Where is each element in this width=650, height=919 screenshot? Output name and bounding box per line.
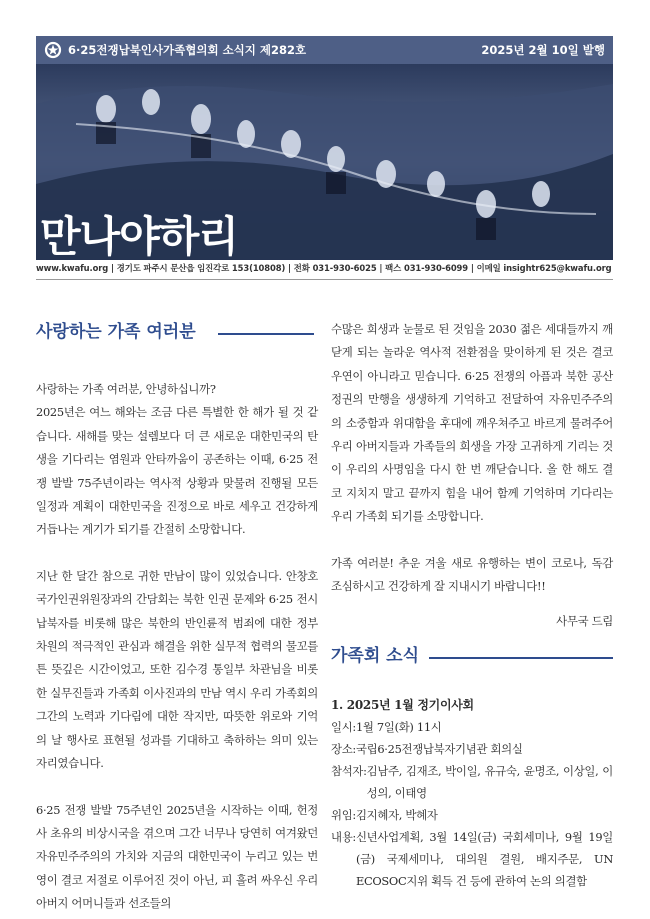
heading-underline <box>218 333 314 335</box>
news-row-label: 내용: <box>331 830 356 844</box>
news-row-proxy <box>331 804 613 826</box>
section-heading-greeting: 사랑하는 가족 여러분 <box>36 322 196 342</box>
news-row-content <box>331 826 613 892</box>
greeting-paragraph-4: 수많은 희생과 눈물로 된 것임을 2030 젊은 세대들까지 깨닫게 되는 놀라운 역사적 전환점을 맞이하게 된 것은 결코 우연이 아니라고 믿습니다. 6·25 전쟁의 아픔과 북한 공산정권의 만행을 생생하게 기억하고 전달하여 자유민주주의의 소중함과 위대함을 후대에 깨우쳐주고 바르게 물려주어 우리 아버지들과 가족들의 희생을 가장 고귀하게 기리는 것이 우리의 사명임을 다시 한 번 깨닫습니다. 올 한 해도 결코 지치지 말고 끝까지 힘을 내어 함께 기억하며 기다리는 우리 가족회 되기를 소망합니다. <box>331 322 613 524</box>
news-row-place <box>331 738 613 760</box>
news-row-attendees <box>331 760 613 804</box>
header-bar <box>36 36 613 64</box>
news-row-label: 참석자: <box>331 764 367 778</box>
news-row-value: 김남주, 김재조, 박이일, 유규숙, 윤명조, 이상일, 이성의, 이태영 <box>366 764 613 800</box>
news-row-value: 신년사업계획, 3월 14일(금) 국회세미나, 9월 19일(금) 국제세미나, 대의원 결원, 배지주문, UN ECOSOC지위 획득 건 등에 관하여 논의 의결함 <box>355 830 613 888</box>
newsletter-title: 6·25전쟁납북인사가족협의회 소식지 제282호 <box>68 43 307 57</box>
contact-line: www.kwafu.org | 경기도 파주시 문산읍 임진각로 153(10808) | 전화 031-930-6025 | 팩스 031-930-6099 | 이메일 insightr625@kwafu.org <box>36 263 612 273</box>
news-block <box>331 694 613 892</box>
org-logo-icon <box>44 41 62 59</box>
left-column <box>36 378 318 916</box>
news-row-label: 위임: <box>331 808 356 822</box>
signature: 사무국 드림 <box>556 614 613 629</box>
news-row-date <box>331 716 613 738</box>
right-column <box>331 318 613 634</box>
greeting-paragraph-1: 사랑하는 가족 여러분, 안녕하십니까? 2025년은 여느 해와는 조금 다른 특별한 한 해가 될 것 같습니다. 새해를 맞는 설렘보다 더 큰 새로운 대한민국의 탄생을 기다리는 염원과 안타까움이 공존하는 이때, 6·25 전쟁 발발 75주년이라는 역사적 상황과 맞물려 진행될 모든 일정과 계획이 대한민국을 진정으로 바로 세우고 건강하게 거듭나는 계기가 되기를 간절히 소망합니다. <box>36 382 318 537</box>
news-item-title: 1. 2025년 1월 정기이사회 <box>331 698 474 712</box>
issue-date: 2025년 2월 10일 발행 <box>481 43 605 57</box>
heading-underline <box>429 657 613 659</box>
news-row-value: 1월 7일(화) 11시 <box>355 720 442 734</box>
news-row-value: 국립6·25전쟁납북자기념관 회의실 <box>355 742 523 756</box>
hero-banner <box>36 64 613 260</box>
section-heading-news: 가족회 소식 <box>331 646 420 666</box>
news-row-label: 일시: <box>331 720 356 734</box>
news-row-label: 장소: <box>331 742 356 756</box>
header-divider <box>36 279 613 280</box>
greeting-paragraph-3: 6·25 전쟁 발발 75주년인 2025년을 시작하는 이때, 헌정사 초유의 비상시국을 겪으며 그간 너무나 당연히 여겨왔던 자유민주주의의 가치와 지금의 대한민국이 누리고 있는 번영이 결코 저절로 이루어진 것이 아닌, 피 흘려 싸우신 우리 아버지 어머니들과 선조들의 <box>36 802 318 911</box>
greeting-paragraph-2: 지난 한 달간 참으로 귀한 만남이 많이 있었습니다. 안창호 국가인권위원장과의 간담회는 북한 인권 문제와 6·25 전시 납북자를 비롯해 많은 북한의 반인륜적 범죄에 대한 정부 차원의 적극적인 관심과 해결을 위한 실무적 협력의 물꼬를 튼 뜻깊은 시간이었고, 또한 김수경 통일부 차관님을 비롯한 실무진들과 가족회 이사진과의 만남 역시 우리 가족회의 그간의 노력과 기다림에 대한 작지만, 따뜻한 위로와 기억의 날 행사로 표현될 성과를 기대하고 축하하는 의미 있는 자리였습니다. <box>36 568 318 771</box>
header-left <box>44 41 306 59</box>
hero-title: 만나야하리 <box>40 212 238 260</box>
news-row-value: 김지혜자, 박혜자 <box>355 808 438 822</box>
greeting-paragraph-5: 가족 여러분! 추운 겨울 새로 유행하는 변이 코로나, 독감 조심하시고 건강하게 잘 지내시기 바랍니다!! <box>331 555 613 594</box>
